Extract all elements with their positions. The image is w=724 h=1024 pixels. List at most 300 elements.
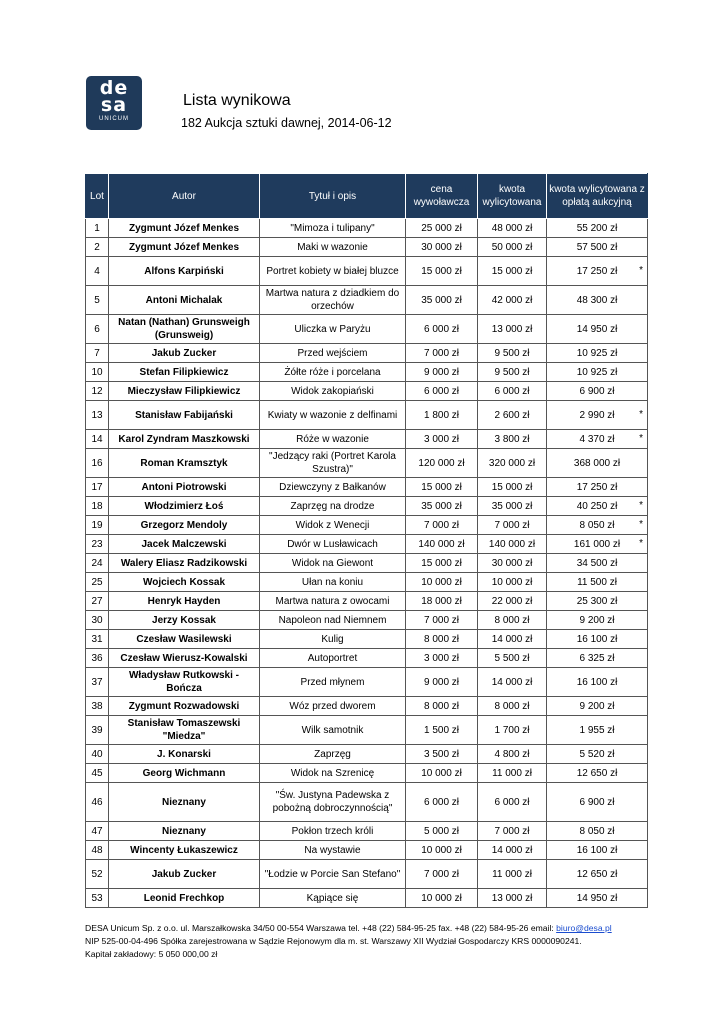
author-cell: [109, 841, 260, 860]
lot-cell: [86, 238, 109, 257]
start-price-cell-text: 10 000 zł: [421, 892, 462, 904]
title-cell: [260, 822, 406, 841]
start-price-cell-text: 7 000 zł: [423, 614, 460, 626]
premium-price-cell-text: 1 955 zł: [579, 724, 615, 736]
lot-cell-text: 6: [94, 323, 100, 335]
title-cell: [260, 554, 406, 573]
author-cell-text: Nieznany: [162, 796, 206, 808]
lot-cell: [86, 649, 109, 668]
start-price-cell: [406, 554, 478, 573]
premium-price-cell: [547, 889, 648, 908]
lot-cell-text: 16: [91, 457, 103, 469]
title-cell-text: Pokłon trzech króli: [291, 825, 374, 837]
title-cell-text: Portret kobiety w białej bluzce: [266, 265, 399, 277]
hammer-price-cell-text: 8 000 zł: [494, 700, 530, 712]
header-author: Autor: [109, 174, 260, 219]
lot-cell: [86, 363, 109, 382]
table-row: [86, 573, 648, 592]
start-price-cell: [406, 630, 478, 649]
start-price-cell: [406, 286, 478, 315]
title-cell-text: Ułan na koniu: [301, 576, 364, 588]
start-price-cell: [406, 382, 478, 401]
title-cell: [260, 449, 406, 478]
lot-cell-text: 36: [91, 652, 103, 664]
lot-cell-text: 48: [91, 844, 103, 856]
author-cell-text: Zygmunt Rozwadowski: [128, 700, 240, 712]
hammer-price-cell: [478, 841, 547, 860]
premium-price-cell: [547, 554, 648, 573]
lot-cell: [86, 257, 109, 286]
table-row: [86, 889, 648, 908]
title-cell-text: Dziewczyny z Bałkanów: [279, 481, 386, 493]
author-cell-text: Antoni Piotrowski: [141, 481, 227, 493]
start-price-cell: [406, 430, 478, 449]
hammer-price-cell-text: 13 000 zł: [491, 892, 533, 904]
premium-price-cell-text: 48 300 zł: [576, 294, 618, 306]
title-cell: [260, 764, 406, 783]
start-price-cell-text: 120 000 zł: [418, 457, 465, 469]
lot-cell: [86, 478, 109, 497]
title-cell: [260, 478, 406, 497]
premium-price-cell-text: 10 925 zł: [576, 366, 618, 378]
table-row: [86, 219, 648, 238]
author-cell: [109, 745, 260, 764]
table-row: [86, 257, 648, 286]
premium-price-cell: [547, 478, 648, 497]
hammer-price-cell-text: 6 000 zł: [494, 796, 530, 808]
table-row: [86, 516, 648, 535]
premium-price-cell: [547, 516, 648, 535]
start-price-cell-text: 7 000 zł: [423, 347, 460, 359]
hammer-price-cell-text: 11 000 zł: [492, 767, 532, 779]
start-price-cell: [406, 363, 478, 382]
table-row: [86, 401, 648, 430]
author-cell: [109, 697, 260, 716]
title-cell: [260, 344, 406, 363]
lot-cell: [86, 668, 109, 697]
author-cell: [109, 535, 260, 554]
start-price-cell-text: 9 000 zł: [423, 366, 460, 378]
title-cell-text: Kwiaty w wazonie z delfinami: [267, 409, 398, 421]
premium-price-cell: [547, 430, 648, 449]
lot-cell: [86, 286, 109, 315]
hammer-price-cell: [478, 315, 547, 344]
start-price-cell-text: 15 000 zł: [421, 481, 462, 493]
title-cell-text: Przed młynem: [300, 676, 365, 688]
premium-price-cell: [547, 611, 648, 630]
premium-price-cell-text: 6 900 zł: [579, 796, 615, 808]
premium-price-cell-text: 16 100 zł: [576, 844, 618, 856]
lot-cell-text: 30: [91, 614, 103, 626]
start-price-cell: [406, 716, 478, 745]
asterisk-mark: *: [639, 408, 643, 420]
author-cell: [109, 363, 260, 382]
premium-price-cell-text: 368 000 zł: [573, 457, 621, 469]
lot-cell-text: 31: [91, 633, 103, 645]
hammer-price-cell-text: 4 800 zł: [494, 748, 530, 760]
author-cell-text: Jacek Malczewski: [141, 538, 227, 550]
lot-cell-text: 18: [91, 500, 103, 512]
table-row: [86, 286, 648, 315]
premium-price-cell-text: 9 200 zł: [579, 614, 615, 626]
start-price-cell-text: 7 000 zł: [423, 519, 460, 531]
title-cell: [260, 497, 406, 516]
premium-price-cell: [547, 257, 648, 286]
title-cell-text: Martwa natura z dziadkiem do orzechów: [265, 288, 400, 312]
title-cell-text: Przed wejściem: [297, 347, 368, 359]
start-price-cell: [406, 573, 478, 592]
title-cell: [260, 257, 406, 286]
header-start-price: cena wywoławcza: [406, 174, 478, 219]
start-price-cell-text: 3 000 zł: [423, 652, 460, 664]
author-cell: [109, 478, 260, 497]
author-cell-text: Stanisław Fabijański: [135, 409, 233, 421]
start-price-cell: [406, 592, 478, 611]
start-price-cell: [406, 401, 478, 430]
lot-cell-text: 25: [91, 576, 103, 588]
table-row: [86, 668, 648, 697]
lot-cell: [86, 516, 109, 535]
hammer-price-cell: [478, 478, 547, 497]
lot-cell: [86, 841, 109, 860]
lot-cell: [86, 745, 109, 764]
hammer-price-cell: [478, 592, 547, 611]
document-title: Lista wynikowa: [183, 92, 291, 109]
title-cell-text: Kąpiące się: [306, 892, 359, 904]
hammer-price-cell: [478, 344, 547, 363]
start-price-cell: [406, 535, 478, 554]
results-table: [85, 173, 648, 908]
table-row: [86, 611, 648, 630]
title-cell-text: Wilk samotnik: [301, 724, 364, 736]
title-cell-text: Żółte róże i porcelana: [284, 366, 381, 378]
table-row: [86, 649, 648, 668]
premium-price-cell-text: 34 500 zł: [576, 557, 618, 569]
author-cell-text: Karol Zyndram Maszkowski: [118, 433, 250, 445]
desa-unicum-logo: [86, 76, 142, 130]
hammer-price-cell: [478, 401, 547, 430]
hammer-price-cell-text: 1 700 zł: [494, 724, 530, 736]
hammer-price-cell: [478, 430, 547, 449]
premium-price-cell: [547, 535, 648, 554]
footer-email-link[interactable]: biuro@desa.pl: [556, 923, 612, 933]
premium-price-cell: [547, 219, 648, 238]
author-cell-text: J. Konarski: [157, 748, 211, 760]
premium-price-cell: [547, 315, 648, 344]
title-cell: [260, 783, 406, 822]
author-cell-text: Roman Kramsztyk: [140, 457, 228, 469]
premium-price-cell: [547, 286, 648, 315]
premium-price-cell-text: 4 370 zł: [579, 433, 615, 445]
premium-price-cell: [547, 573, 648, 592]
start-price-cell: [406, 449, 478, 478]
title-cell-text: Martwa natura z owocami: [275, 595, 390, 607]
footer-line-3: Kapitał zakładowy: 5 050 000,00 zł: [85, 949, 218, 959]
hammer-price-cell-text: 8 000 zł: [494, 614, 530, 626]
title-cell: [260, 630, 406, 649]
title-cell: [260, 219, 406, 238]
hammer-price-cell-text: 14 000 zł: [491, 676, 533, 688]
hammer-price-cell: [478, 497, 547, 516]
header-premium-price: kwota wylicytowana z opłatą aukcyjną: [547, 174, 648, 219]
author-cell: [109, 764, 260, 783]
title-cell-text: Uliczka w Paryżu: [294, 323, 371, 335]
premium-price-cell: [547, 783, 648, 822]
start-price-cell: [406, 497, 478, 516]
premium-price-cell: [547, 649, 648, 668]
title-cell-text: Widok na Szrenicę: [290, 767, 375, 779]
lot-cell: [86, 764, 109, 783]
start-price-cell-text: 1 800 zł: [423, 409, 460, 421]
premium-price-cell-text: 55 200 zł: [576, 222, 618, 234]
hammer-price-cell: [478, 516, 547, 535]
title-cell: [260, 238, 406, 257]
lot-cell: [86, 822, 109, 841]
author-cell: [109, 649, 260, 668]
premium-price-cell-text: 17 250 zł: [576, 481, 618, 493]
hammer-price-cell: [478, 860, 547, 889]
start-price-cell-text: 18 000 zł: [421, 595, 462, 607]
hammer-price-cell: [478, 745, 547, 764]
premium-price-cell-text: 9 200 zł: [579, 700, 615, 712]
start-price-cell: [406, 764, 478, 783]
hammer-price-cell: [478, 219, 547, 238]
hammer-price-cell: [478, 382, 547, 401]
lot-cell: [86, 382, 109, 401]
author-cell-text: Leonid Frechkop: [143, 892, 225, 904]
hammer-price-cell-text: 22 000 zł: [491, 595, 533, 607]
hammer-price-cell-text: 3 800 zł: [494, 433, 530, 445]
title-cell-text: Na wystawie: [304, 844, 361, 856]
asterisk-mark: *: [639, 499, 643, 511]
start-price-cell: [406, 668, 478, 697]
hammer-price-cell-text: 9 500 zł: [494, 347, 530, 359]
document-subtitle: 182 Aukcja sztuki dawnej, 2014-06-12: [181, 116, 392, 130]
lot-cell: [86, 783, 109, 822]
author-cell-text: Walery Eliasz Radzikowski: [120, 557, 248, 569]
hammer-price-cell: [478, 764, 547, 783]
hammer-price-cell-text: 320 000 zł: [488, 457, 536, 469]
premium-price-cell: [547, 401, 648, 430]
hammer-price-cell-text: 140 000 zł: [488, 538, 536, 550]
hammer-price-cell: [478, 286, 547, 315]
start-price-cell-text: 35 000 zł: [421, 294, 462, 306]
hammer-price-cell-text: 2 600 zł: [494, 409, 530, 421]
start-price-cell: [406, 783, 478, 822]
lot-cell: [86, 401, 109, 430]
title-cell-text: Widok z Wenecji: [295, 519, 370, 531]
premium-price-cell: [547, 238, 648, 257]
lot-cell-text: 52: [91, 868, 103, 880]
lot-cell-text: 39: [91, 724, 103, 736]
table-header-row: [86, 174, 648, 219]
premium-price-cell: [547, 697, 648, 716]
hammer-price-cell-text: 5 500 zł: [494, 652, 530, 664]
start-price-cell: [406, 219, 478, 238]
lot-cell-text: 27: [91, 595, 103, 607]
title-cell-text: Widok zakopiański: [291, 385, 374, 397]
title-cell: [260, 363, 406, 382]
lot-cell-text: 14: [91, 433, 103, 445]
table-row: [86, 497, 648, 516]
title-cell-text: Róże w wazonie: [296, 433, 369, 445]
logo-sub: UNICUM: [99, 116, 129, 122]
start-price-cell-text: 7 000 zł: [423, 868, 460, 880]
premium-price-cell: [547, 344, 648, 363]
author-cell: [109, 315, 260, 344]
start-price-cell: [406, 889, 478, 908]
hammer-price-cell: [478, 611, 547, 630]
lot-cell-text: 10: [91, 366, 103, 378]
title-cell: [260, 516, 406, 535]
hammer-price-cell: [478, 630, 547, 649]
lot-cell-text: 45: [91, 767, 103, 779]
start-price-cell: [406, 478, 478, 497]
premium-price-cell: [547, 449, 648, 478]
author-cell: [109, 860, 260, 889]
table-row: [86, 535, 648, 554]
premium-price-cell: [547, 630, 648, 649]
lot-cell: [86, 611, 109, 630]
lot-cell-text: 4: [94, 265, 100, 277]
author-cell: [109, 497, 260, 516]
table-row: [86, 344, 648, 363]
table-row: [86, 363, 648, 382]
table-row: [86, 554, 648, 573]
title-cell-text: Maki w wazonie: [297, 241, 368, 253]
header-lot: Lot: [86, 174, 109, 219]
hammer-price-cell-text: 14 000 zł: [491, 633, 533, 645]
hammer-price-cell: [478, 697, 547, 716]
author-cell: [109, 382, 260, 401]
start-price-cell-text: 15 000 zł: [421, 265, 462, 277]
footer-line-1: [85, 922, 645, 935]
premium-price-cell: [547, 497, 648, 516]
premium-price-cell: [547, 745, 648, 764]
lot-cell: [86, 554, 109, 573]
table-body: [86, 219, 648, 908]
lot-cell-text: 5: [94, 294, 100, 306]
author-cell-text: Jakub Zucker: [151, 347, 217, 359]
title-cell: [260, 430, 406, 449]
table-row: [86, 449, 648, 478]
hammer-price-cell: [478, 668, 547, 697]
start-price-cell-text: 15 000 zł: [421, 557, 462, 569]
title-cell-text: Autoportret: [307, 652, 358, 664]
hammer-price-cell-text: 48 000 zł: [491, 222, 533, 234]
start-price-cell-text: 3 500 zł: [423, 748, 460, 760]
author-cell: [109, 430, 260, 449]
title-cell: [260, 649, 406, 668]
table-row: [86, 630, 648, 649]
lot-cell-text: 53: [91, 892, 103, 904]
author-cell-text: Zygmunt Józef Menkes: [128, 222, 240, 234]
table-row: [86, 745, 648, 764]
title-cell: [260, 860, 406, 889]
table-row: [86, 315, 648, 344]
start-price-cell-text: 8 000 zł: [423, 700, 460, 712]
title-cell: [260, 535, 406, 554]
author-cell: [109, 401, 260, 430]
start-price-cell: [406, 257, 478, 286]
premium-price-cell-text: 10 925 zł: [576, 347, 618, 359]
premium-price-cell: [547, 668, 648, 697]
start-price-cell: [406, 344, 478, 363]
hammer-price-cell-text: 30 000 zł: [491, 557, 533, 569]
title-cell-text: Zaprzęg na drodze: [290, 500, 375, 512]
asterisk-mark: *: [639, 432, 643, 444]
premium-price-cell-text: 161 000 zł: [573, 538, 621, 550]
author-cell: [109, 554, 260, 573]
lot-cell-text: 40: [91, 748, 103, 760]
start-price-cell: [406, 649, 478, 668]
title-cell-text: Zaprzęg: [314, 748, 351, 760]
author-cell: [109, 716, 260, 745]
premium-price-cell: [547, 841, 648, 860]
hammer-price-cell: [478, 783, 547, 822]
table-row: [86, 860, 648, 889]
author-cell-text: Natan (Nathan) Grunsweigh (Grunsweig): [118, 317, 250, 341]
hammer-price-cell-text: 7 000 zł: [494, 519, 530, 531]
author-cell: [109, 516, 260, 535]
title-cell: [260, 841, 406, 860]
title-cell: [260, 573, 406, 592]
premium-price-cell-text: 12 650 zł: [576, 868, 618, 880]
lot-cell-text: 46: [91, 796, 103, 808]
hammer-price-cell: [478, 716, 547, 745]
hammer-price-cell: [478, 554, 547, 573]
lot-cell-text: 1: [94, 222, 100, 234]
author-cell-text: Stanisław Tomaszewski "Miedza": [127, 718, 241, 742]
start-price-cell: [406, 841, 478, 860]
author-cell: [109, 257, 260, 286]
author-cell: [109, 592, 260, 611]
title-cell-text: Napoleon nad Niemnem: [278, 614, 387, 626]
lot-cell-text: 13: [91, 409, 103, 421]
footer-address: DESA Unicum Sp. z o.o. ul. Marszałkowska 34/50 00-554 Warszawa tel. +48 (22) 584-95-25 fax. +48 (22) 584-95-26 email:: [85, 923, 554, 933]
lot-cell: [86, 860, 109, 889]
hammer-price-cell-text: 6 000 zł: [494, 385, 530, 397]
lot-cell: [86, 497, 109, 516]
author-cell-text: Władysław Rutkowski - Bończa: [128, 670, 240, 694]
hammer-price-cell-text: 11 000 zł: [492, 868, 532, 880]
lot-cell: [86, 449, 109, 478]
table-row: [86, 764, 648, 783]
start-price-cell-text: 6 000 zł: [423, 796, 460, 808]
author-cell-text: Nieznany: [162, 825, 206, 837]
premium-price-cell-text: 2 990 zł: [579, 409, 615, 421]
lot-cell-text: 17: [91, 481, 103, 493]
title-cell: [260, 611, 406, 630]
lot-cell-text: 38: [91, 700, 103, 712]
title-cell-text: "Św. Justyna Padewska z pobożną dobroczynnością": [272, 790, 393, 814]
start-price-cell: [406, 611, 478, 630]
hammer-price-cell: [478, 535, 547, 554]
author-cell-text: Antoni Michalak: [145, 294, 223, 306]
premium-price-cell-text: 5 520 zł: [579, 748, 615, 760]
premium-price-cell: [547, 822, 648, 841]
hammer-price-cell-text: 7 000 zł: [494, 825, 530, 837]
author-cell: [109, 783, 260, 822]
logo-line-1: de: [99, 77, 129, 99]
hammer-price-cell-text: 14 000 zł: [491, 844, 533, 856]
lot-cell: [86, 592, 109, 611]
author-cell: [109, 219, 260, 238]
premium-price-cell-text: 14 950 zł: [576, 323, 618, 335]
asterisk-mark: *: [639, 264, 643, 276]
author-cell: [109, 668, 260, 697]
start-price-cell: [406, 745, 478, 764]
